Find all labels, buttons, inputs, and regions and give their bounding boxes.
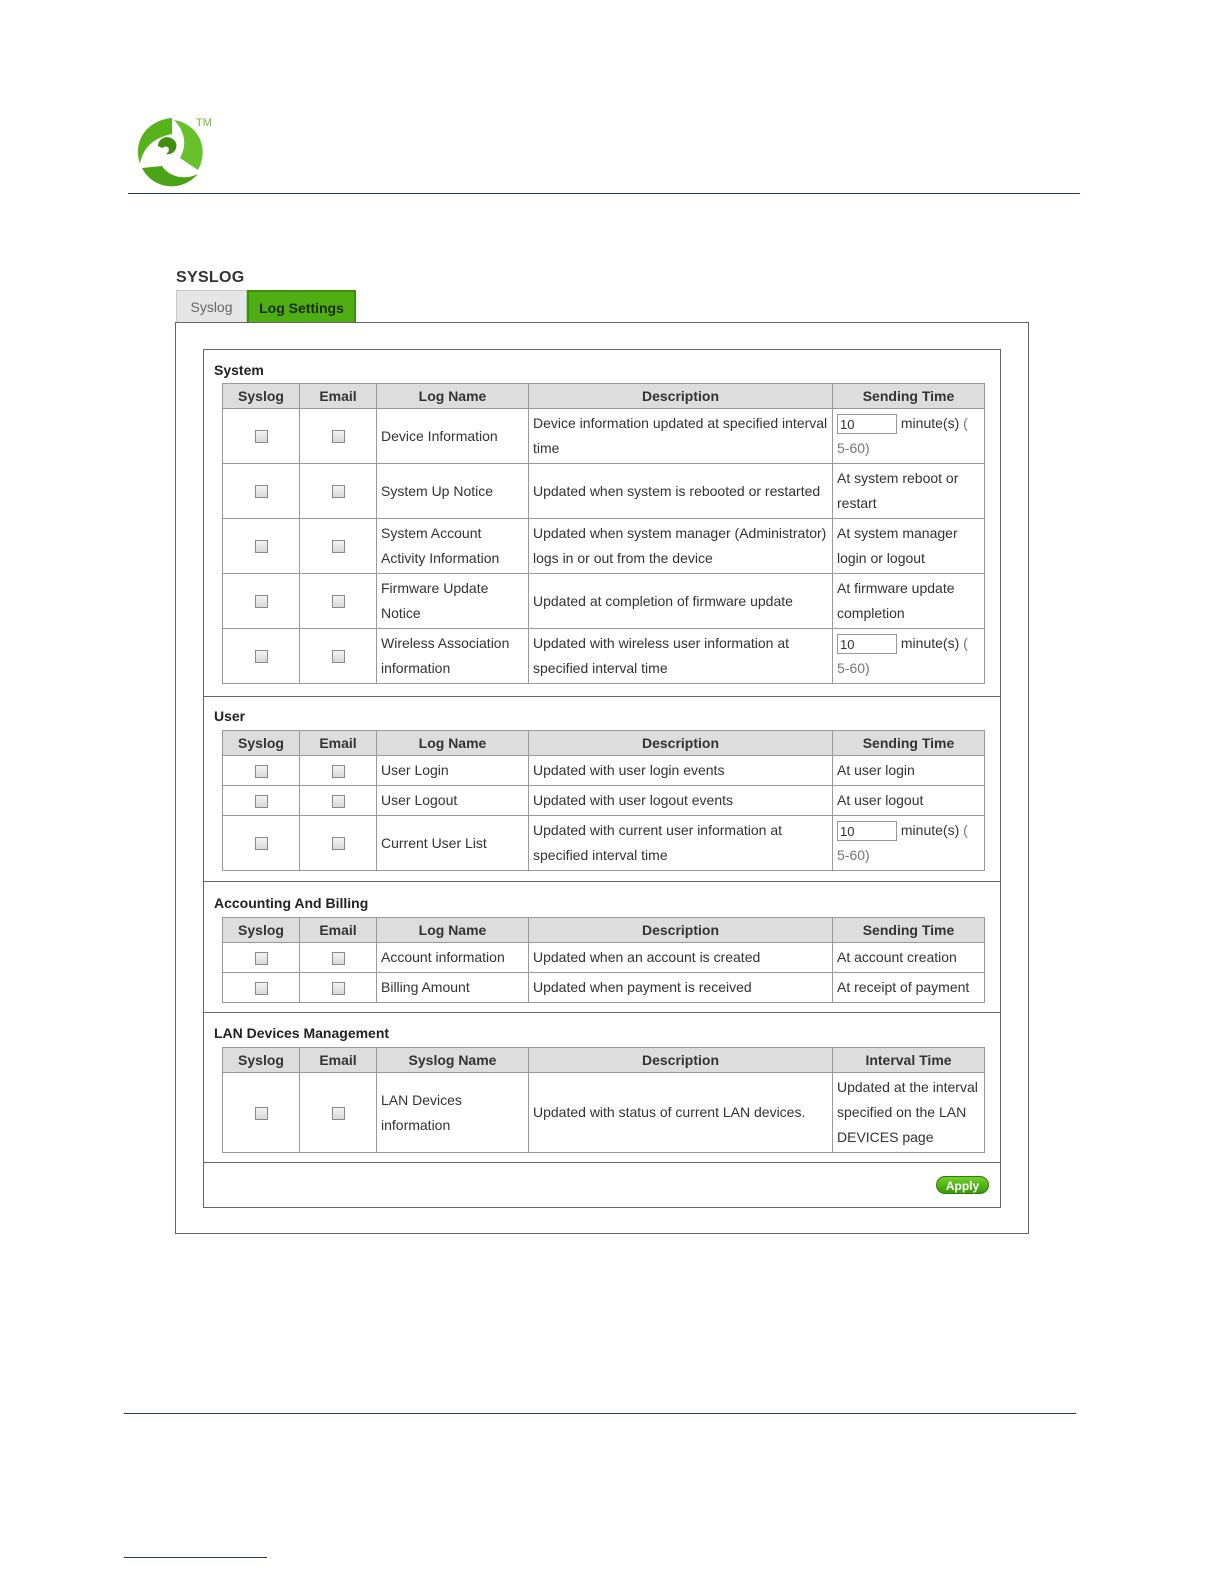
sending-time: At system manager login or logout xyxy=(833,519,985,574)
column-header-description: Description xyxy=(529,1048,833,1073)
column-header-sending-time: Sending Time xyxy=(833,918,985,943)
email-checkbox[interactable] xyxy=(332,765,345,778)
interval-range: 5-60) xyxy=(837,440,870,456)
interval-unit: minute(s) xyxy=(900,822,960,838)
column-header-description: Description xyxy=(529,384,833,409)
log-name: System Up Notice xyxy=(377,464,529,519)
user-log-table xyxy=(222,730,985,871)
section-divider xyxy=(204,1162,1000,1163)
column-header-log-name: Log Name xyxy=(377,731,529,756)
lan-log-table xyxy=(222,1047,985,1153)
table-row xyxy=(223,973,985,1003)
sending-time: At user logout xyxy=(833,786,985,816)
log-description: Updated when an account is created xyxy=(529,943,833,973)
column-header-syslog: Syslog xyxy=(223,918,300,943)
sending-time: At user login xyxy=(833,756,985,786)
sending-time: At account creation xyxy=(833,943,985,973)
trademark-mark: TM xyxy=(196,117,212,129)
section-title-system: System xyxy=(214,362,264,378)
column-header-interval-time: Interval Time xyxy=(833,1048,985,1073)
syslog-checkbox[interactable] xyxy=(255,1107,268,1120)
interval-range-open: ( xyxy=(963,822,968,838)
header-divider xyxy=(128,193,1080,194)
column-header-email: Email xyxy=(300,918,377,943)
column-header-log-name: Log Name xyxy=(377,918,529,943)
interval-range-open: ( xyxy=(963,635,968,651)
log-description: Updated with user login events xyxy=(529,756,833,786)
table-row xyxy=(223,409,985,464)
page-title: SYSLOG xyxy=(176,269,245,286)
email-checkbox[interactable] xyxy=(332,1107,345,1120)
column-header-description: Description xyxy=(529,918,833,943)
tab-bar xyxy=(176,290,356,322)
sending-time: At receipt of payment xyxy=(833,973,985,1003)
sending-time: At system reboot or restart xyxy=(833,464,985,519)
tab-syslog[interactable]: Syslog xyxy=(176,290,247,322)
column-header-syslog-name: Syslog Name xyxy=(377,1048,529,1073)
sending-time xyxy=(833,816,985,871)
log-name: Billing Amount xyxy=(377,973,529,1003)
log-description: Updated with user logout events xyxy=(529,786,833,816)
email-checkbox[interactable] xyxy=(332,837,345,850)
log-name: Account information xyxy=(377,943,529,973)
email-checkbox[interactable] xyxy=(332,982,345,995)
column-header-syslog: Syslog xyxy=(223,1048,300,1073)
interval-minutes-input[interactable]: 10 xyxy=(837,414,897,434)
column-header-email: Email xyxy=(300,384,377,409)
log-description: Updated with wireless user information at specified interval time xyxy=(529,629,833,684)
column-header-syslog: Syslog xyxy=(223,731,300,756)
syslog-checkbox[interactable] xyxy=(255,430,268,443)
accounting-log-table xyxy=(222,917,985,1003)
column-header-sending-time: Sending Time xyxy=(833,384,985,409)
syslog-checkbox[interactable] xyxy=(255,595,268,608)
footer-divider xyxy=(124,1413,1076,1414)
column-header-sending-time: Sending Time xyxy=(833,731,985,756)
log-name: System Account Activity Information xyxy=(377,519,529,574)
column-header-description: Description xyxy=(529,731,833,756)
table-row xyxy=(223,786,985,816)
interval-range: 5-60) xyxy=(837,660,870,676)
log-description: Updated when system manager (Administrator) logs in or out from the device xyxy=(529,519,833,574)
log-name: Wireless Association information xyxy=(377,629,529,684)
syslog-checkbox[interactable] xyxy=(255,650,268,663)
table-row xyxy=(223,519,985,574)
interval-unit: minute(s) xyxy=(900,415,960,431)
log-settings-form xyxy=(203,349,1001,1208)
section-divider xyxy=(204,696,1000,697)
email-checkbox[interactable] xyxy=(332,795,345,808)
syslog-checkbox[interactable] xyxy=(255,795,268,808)
column-header-email: Email xyxy=(300,1048,377,1073)
email-checkbox[interactable] xyxy=(332,540,345,553)
table-row xyxy=(223,816,985,871)
log-description: Updated when payment is received xyxy=(529,973,833,1003)
sending-time: At firmware update completion xyxy=(833,574,985,629)
interval-range: 5-60) xyxy=(837,847,870,863)
syslog-checkbox[interactable] xyxy=(255,485,268,498)
log-description: Updated with current user information at specified interval time xyxy=(529,816,833,871)
email-checkbox[interactable] xyxy=(332,485,345,498)
tab-log-settings[interactable]: Log Settings xyxy=(247,290,356,322)
table-row xyxy=(223,574,985,629)
interval-minutes-input[interactable]: 10 xyxy=(837,634,897,654)
syslog-checkbox[interactable] xyxy=(255,540,268,553)
log-name: User Logout xyxy=(377,786,529,816)
section-title-user: User xyxy=(214,708,246,724)
log-description: Updated with status of current LAN devices. xyxy=(529,1073,833,1153)
sending-time: Updated at the interval specified on the LAN DEVICES page xyxy=(833,1073,985,1153)
table-row xyxy=(223,756,985,786)
sending-time xyxy=(833,409,985,464)
email-checkbox[interactable] xyxy=(332,650,345,663)
apply-button[interactable]: Apply xyxy=(936,1176,989,1194)
section-divider xyxy=(204,1012,1000,1013)
column-header-syslog: Syslog xyxy=(223,384,300,409)
log-name: User Login xyxy=(377,756,529,786)
column-header-log-name: Log Name xyxy=(377,384,529,409)
company-logo xyxy=(128,112,218,192)
footnote-divider xyxy=(124,1557,267,1558)
syslog-checkbox[interactable] xyxy=(255,952,268,965)
syslog-checkbox[interactable] xyxy=(255,765,268,778)
section-title-lan: LAN Devices Management xyxy=(214,1025,390,1041)
interval-range-open: ( xyxy=(963,415,968,431)
interval-unit: minute(s) xyxy=(900,635,960,651)
sending-time xyxy=(833,629,985,684)
syslog-checkbox[interactable] xyxy=(255,982,268,995)
system-log-table xyxy=(222,383,985,684)
log-name: Device Information xyxy=(377,409,529,464)
table-row xyxy=(223,464,985,519)
log-name: Firmware Update Notice xyxy=(377,574,529,629)
log-name: Current User List xyxy=(377,816,529,871)
email-checkbox[interactable] xyxy=(332,595,345,608)
log-name: LAN Devices information xyxy=(377,1073,529,1153)
section-divider xyxy=(204,881,1000,882)
table-row xyxy=(223,1073,985,1153)
syslog-checkbox[interactable] xyxy=(255,837,268,850)
interval-minutes-input[interactable]: 10 xyxy=(837,821,897,841)
table-row xyxy=(223,629,985,684)
log-description: Device information updated at specified interval time xyxy=(529,409,833,464)
log-description: Updated when system is rebooted or restarted xyxy=(529,464,833,519)
table-row xyxy=(223,943,985,973)
section-title-accounting: Accounting And Billing xyxy=(214,895,369,911)
column-header-email: Email xyxy=(300,731,377,756)
email-checkbox[interactable] xyxy=(332,952,345,965)
email-checkbox[interactable] xyxy=(332,430,345,443)
log-description: Updated at completion of firmware update xyxy=(529,574,833,629)
